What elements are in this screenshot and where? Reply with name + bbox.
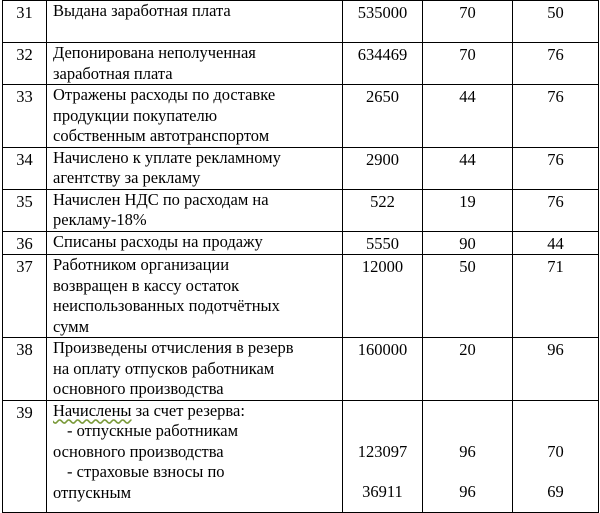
credit-cell [513, 400, 599, 512]
description-line: агентству за рекламу [53, 168, 201, 187]
row-number: 39 [3, 400, 47, 512]
description-line: Начислено к уплате рекламному [53, 147, 281, 167]
debit-cell-value: 96 [459, 441, 476, 461]
debit-cell: 70 [423, 1, 513, 43]
description-line: - отпускные работникам [67, 421, 239, 440]
debit-cell: 90 [423, 231, 513, 255]
table-row [3, 338, 599, 401]
table-row [3, 85, 599, 148]
spacer [347, 462, 418, 482]
credit-cell: 50 [513, 1, 599, 43]
description-line: Начислен НДС по расходам на [53, 189, 269, 209]
description-line: Работником организации [53, 255, 230, 274]
spacer [347, 401, 418, 442]
credit-cell: 76 [513, 147, 599, 189]
debit-cell: 19 [423, 189, 513, 231]
table-row [3, 1, 599, 43]
debit-cell: 70 [423, 43, 513, 85]
table-row [3, 189, 599, 231]
table-row [3, 400, 599, 512]
description-head-rest: за счет резерва: [131, 400, 245, 420]
credit-cell: 71 [513, 255, 599, 338]
table-row [3, 255, 599, 338]
description-head [53, 401, 338, 422]
amount-cell [343, 400, 423, 512]
description-line: Списаны расходы на продажу [53, 231, 263, 251]
row-number: 32 [3, 43, 47, 85]
amount-cell: 12000 [343, 255, 423, 338]
description-line: продукции покупателю [53, 105, 218, 125]
operation-description [47, 85, 343, 148]
description-line: основного производства [53, 379, 224, 398]
row-number: 34 [3, 147, 47, 189]
description-line: сумм [53, 316, 90, 336]
amount-cell: 2650 [343, 85, 423, 148]
amount-cell: 535000 [343, 1, 423, 43]
credit-cell: 76 [513, 189, 599, 231]
debit-cell: 44 [423, 85, 513, 148]
row-number: 31 [3, 1, 47, 43]
spacer [427, 462, 508, 482]
row-number: 37 [3, 255, 47, 338]
description-line: заработная плата [53, 63, 173, 83]
operation-description [47, 338, 343, 401]
debit-cell: 44 [423, 147, 513, 189]
description-line: Депонирована неполученная [53, 43, 256, 62]
amount-cell-value: 36911 [362, 482, 403, 501]
description-line: рекламу-18% [53, 210, 147, 229]
amount-cell: 2900 [343, 147, 423, 189]
operation-description [47, 400, 343, 512]
credit-cell-value: 69 [547, 482, 564, 501]
description-line: отпускным [53, 482, 132, 502]
operation-description [47, 189, 343, 231]
operation-description [47, 231, 343, 255]
amount-cell: 160000 [343, 338, 423, 401]
debit-cell-value: 96 [459, 482, 476, 501]
description-line: возвращен в кассу остаток [53, 275, 240, 295]
credit-cell: 44 [513, 231, 599, 255]
debit-cell [423, 400, 513, 512]
amount-cell-value: 123097 [357, 441, 408, 461]
spacer [427, 401, 508, 442]
table-row [3, 43, 599, 85]
operation-description [47, 1, 343, 43]
credit-cell: 96 [513, 338, 599, 401]
row-number: 35 [3, 189, 47, 231]
description-line: основного производства [53, 441, 224, 461]
description-line: собственным автотранспортом [53, 126, 270, 145]
description-line: на оплату отпусков работникам [53, 358, 275, 378]
ledger-table [2, 0, 599, 513]
operation-description [47, 147, 343, 189]
operation-description [47, 43, 343, 85]
debit-cell: 20 [423, 338, 513, 401]
description-line: Выдана заработная плата [53, 1, 231, 20]
table-row [3, 231, 599, 255]
spacer [517, 462, 594, 482]
spacer [517, 401, 594, 442]
row-number: 33 [3, 85, 47, 148]
operation-description [47, 255, 343, 338]
spellcheck-word: Начислены [53, 400, 132, 420]
amount-cell: 634469 [343, 43, 423, 85]
amount-cell: 522 [343, 189, 423, 231]
amount-cell: 5550 [343, 231, 423, 255]
table-row [3, 147, 599, 189]
description-line: Произведены отчисления в резерв [53, 338, 294, 357]
debit-cell: 50 [423, 255, 513, 338]
credit-cell-value: 70 [547, 441, 564, 461]
row-number: 38 [3, 338, 47, 401]
credit-cell: 76 [513, 85, 599, 148]
credit-cell: 76 [513, 43, 599, 85]
row-number: 36 [3, 231, 47, 255]
description-line: неиспользованных подотчётных [53, 296, 280, 315]
description-line: Отражены расходы по доставке [53, 85, 276, 104]
description-line: - страховые взносы по [67, 462, 225, 481]
